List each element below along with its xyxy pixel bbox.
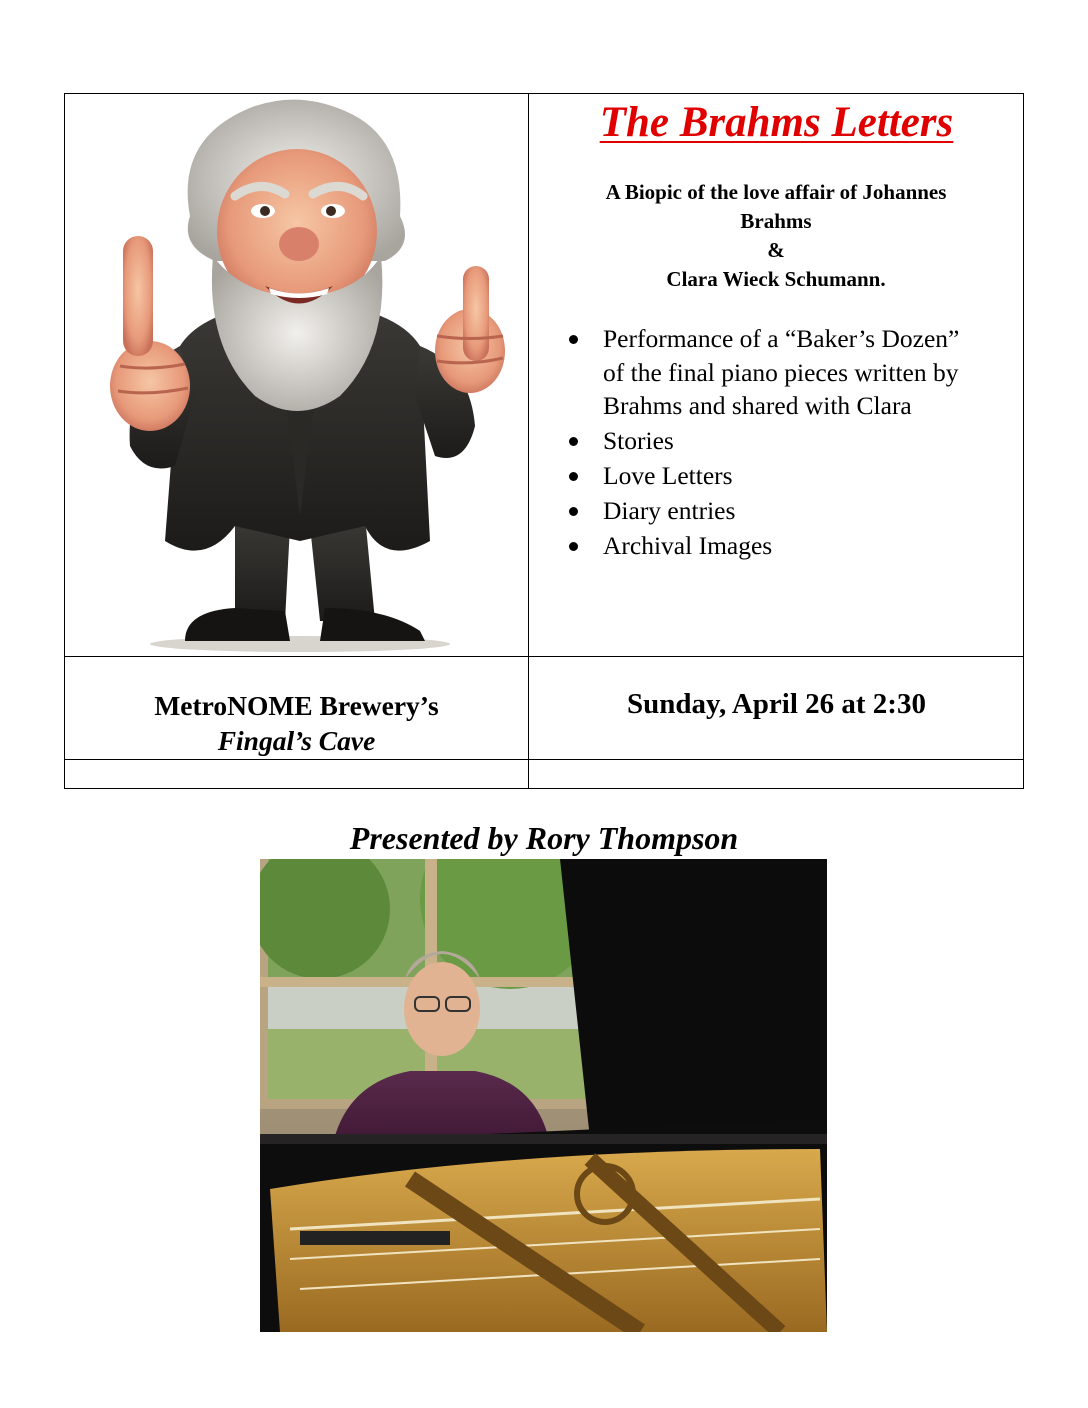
- flyer-table: [64, 93, 1024, 789]
- feature-list-item: Love Letters: [569, 459, 1019, 493]
- feature-list-item: Performance of a “Baker’s Dozen” of the final piano pieces written by Brahms and shared with Clara: [569, 322, 1019, 423]
- feature-list: [569, 322, 1019, 564]
- event-subtitle: [545, 178, 1007, 294]
- bullet-icon: [569, 437, 578, 446]
- feature-list-item: Diary entries: [569, 494, 1019, 528]
- venue-place: Fingal’s Cave: [217, 725, 376, 756]
- bullet-icon: [569, 335, 578, 344]
- feature-list-item: Stories: [569, 424, 1019, 458]
- table-row-divider: [65, 656, 1023, 657]
- subtitle-line: Brahms: [740, 209, 812, 233]
- presenter-heading: Presented by Rory Thompson: [349, 820, 739, 856]
- bullet-icon: [569, 472, 578, 481]
- venue-name: MetroNOME Brewery’s: [154, 690, 439, 721]
- presenter-photo: [260, 859, 827, 1332]
- table-row-divider: [65, 759, 1023, 760]
- feature-list-item: Archival Images: [569, 529, 1019, 563]
- bullet-icon: [569, 542, 578, 551]
- subtitle-line: Clara Wieck Schumann.: [666, 267, 886, 291]
- brahms-caricature-illustration: [85, 96, 505, 652]
- bullet-icon: [569, 507, 578, 516]
- table-column-divider: [528, 94, 529, 788]
- subtitle-line: A Biopic of the love affair of Johannes: [605, 180, 947, 204]
- subtitle-line: &: [767, 238, 785, 262]
- venue: [65, 688, 528, 758]
- event-title: The Brahms Letters: [599, 99, 954, 146]
- event-date: Sunday, April 26 at 2:30: [627, 688, 926, 720]
